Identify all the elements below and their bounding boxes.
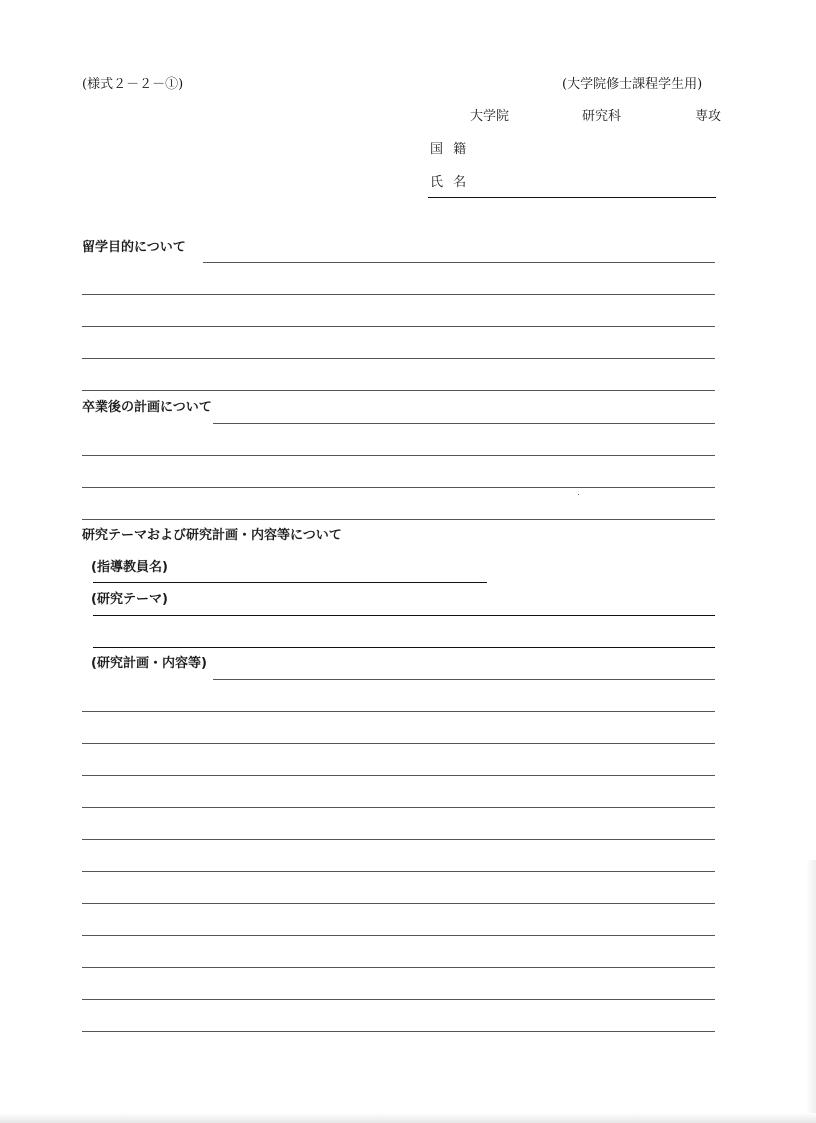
study-purpose-line[interactable] bbox=[82, 358, 715, 359]
research-plan-line[interactable] bbox=[213, 679, 715, 680]
scan-speck bbox=[578, 494, 579, 495]
graduate-school-label: 大学院 bbox=[470, 109, 510, 124]
nationality-label: 国 籍 bbox=[430, 142, 470, 157]
post-graduation-line[interactable] bbox=[213, 423, 715, 424]
study-purpose-line[interactable] bbox=[82, 326, 715, 327]
research-heading: 研究テーマおよび研究計画・内容等について bbox=[82, 528, 342, 543]
research-plan-line[interactable] bbox=[82, 743, 715, 744]
study-purpose-heading: 留学目的について bbox=[82, 240, 186, 255]
research-plan-label: (研究計画・内容等) bbox=[91, 656, 207, 671]
research-plan-line[interactable] bbox=[82, 967, 715, 968]
research-plan-line[interactable] bbox=[82, 1031, 715, 1032]
post-graduation-line[interactable] bbox=[82, 487, 715, 488]
research-plan-line[interactable] bbox=[82, 903, 715, 904]
form-number: (様式２－２－①) bbox=[82, 77, 184, 92]
study-purpose-line[interactable] bbox=[82, 294, 715, 295]
post-graduation-line[interactable] bbox=[82, 455, 715, 456]
research-theme-line[interactable] bbox=[93, 647, 715, 648]
research-course-label: 研究科 bbox=[582, 109, 622, 124]
post-graduation-heading: 卒業後の計画について bbox=[82, 400, 212, 415]
research-theme-label: (研究テーマ) bbox=[91, 592, 168, 607]
research-theme-line[interactable] bbox=[93, 615, 715, 616]
name-underline bbox=[428, 197, 716, 198]
form-type: (大学院修士課程学生用) bbox=[562, 77, 703, 92]
advisor-label: (指導教員名) bbox=[91, 560, 168, 575]
scan-edge-right bbox=[806, 860, 816, 1123]
study-purpose-line[interactable] bbox=[82, 390, 715, 391]
research-plan-line[interactable] bbox=[82, 711, 715, 712]
research-plan-line[interactable] bbox=[82, 999, 715, 1000]
scan-edge-bottom bbox=[0, 1113, 816, 1123]
study-purpose-line[interactable] bbox=[203, 262, 715, 263]
major-label: 専攻 bbox=[695, 109, 722, 124]
research-plan-line[interactable] bbox=[82, 871, 715, 872]
post-graduation-line[interactable] bbox=[82, 519, 715, 520]
advisor-name-line[interactable] bbox=[93, 582, 487, 583]
research-plan-line[interactable] bbox=[82, 775, 715, 776]
research-plan-line[interactable] bbox=[82, 807, 715, 808]
research-plan-line[interactable] bbox=[82, 839, 715, 840]
research-plan-line[interactable] bbox=[82, 935, 715, 936]
name-label: 氏 名 bbox=[430, 175, 470, 190]
